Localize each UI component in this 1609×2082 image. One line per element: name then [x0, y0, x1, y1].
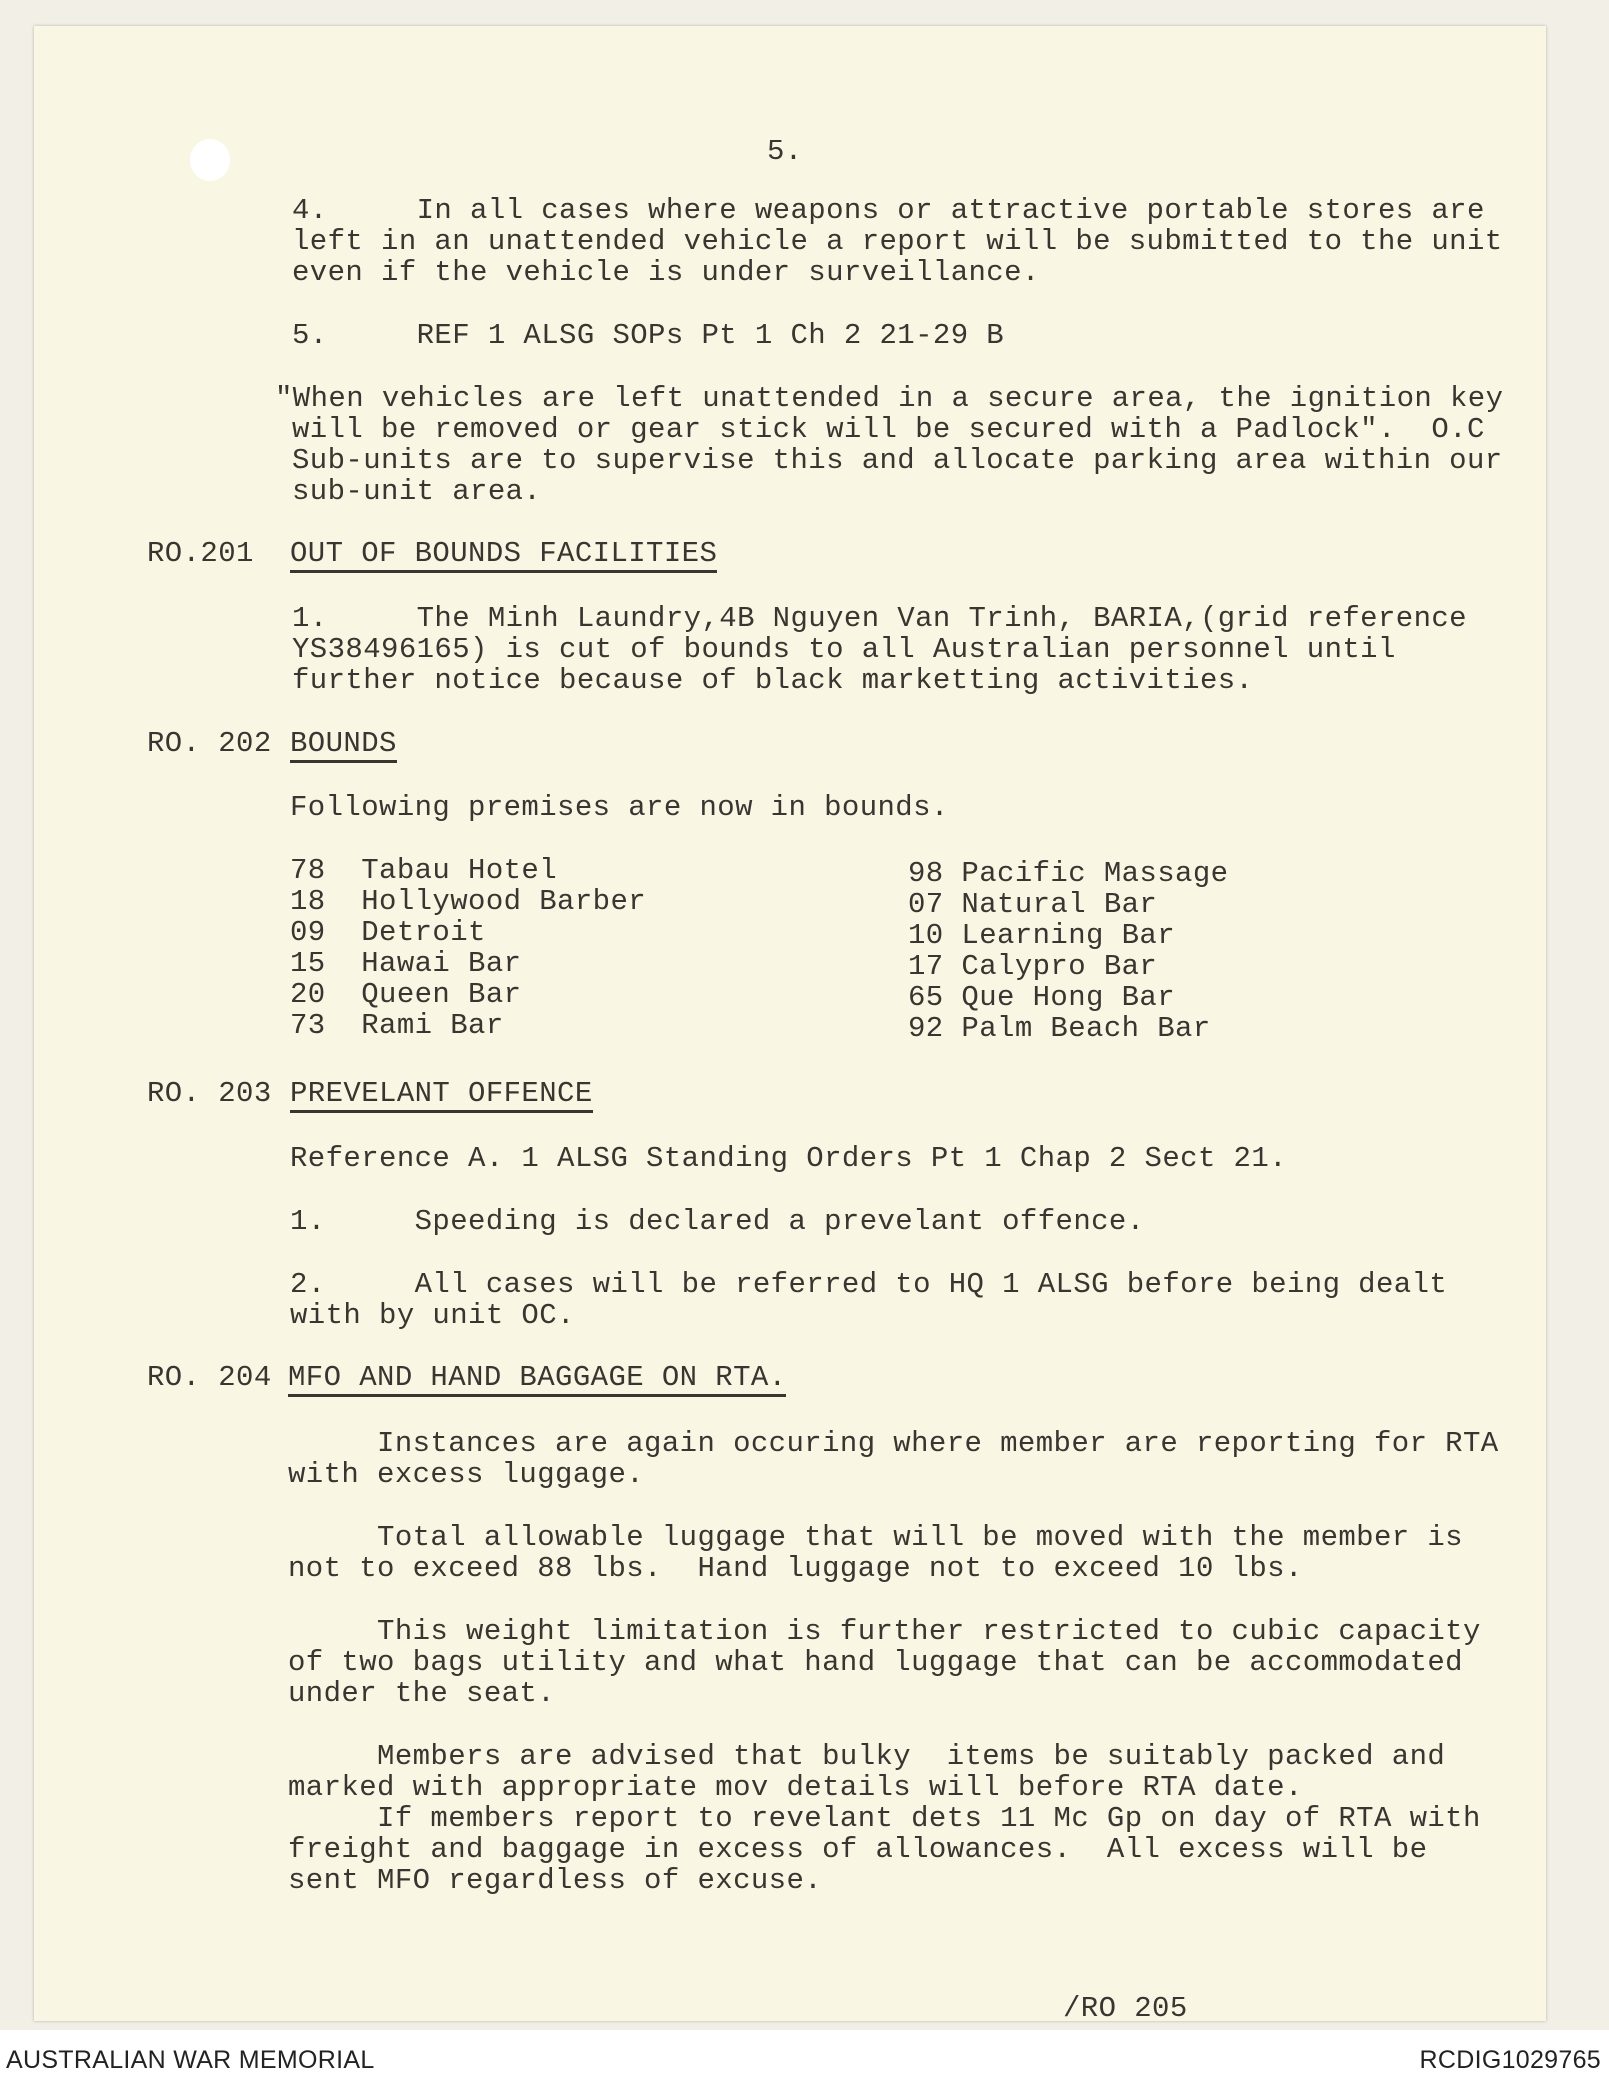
ro204-p1-line-2: with excess luggage.	[288, 1458, 645, 1491]
ro204-p3-line-3: under the seat.	[288, 1677, 556, 1710]
in-bounds-premises-left-3: 09 Detroit	[290, 916, 486, 949]
ro204-p4-line-1: Members are advised that bulky items be suitably packed and	[288, 1740, 1446, 1773]
ro203-heading: PREVELANT OFFENCE	[290, 1078, 593, 1113]
ro204-p2-line-1: Total allowable luggage that will be moved with the member is	[288, 1521, 1463, 1554]
in-bounds-premises-right-1: 98 Pacific Massage	[908, 857, 1229, 890]
quote-line-1: "When vehicles are left unattended in a secure area, the ignition key	[275, 382, 1504, 415]
ro204-p1-line-1: Instances are again occuring where member are reporting for RTA	[288, 1427, 1499, 1460]
in-bounds-premises-right-2: 07 Natural Bar	[908, 888, 1158, 921]
ro202-intro: Following premises are now in bounds.	[290, 791, 949, 824]
ro204-p4-line-4: freight and baggage in excess of allowances. All excess will be	[288, 1833, 1428, 1866]
ro204-p4-line-3: If members report to revelant dets 11 Mc Gp on day of RTA with	[288, 1802, 1481, 1835]
quote-line-3: Sub-units are to supervise this and allocate parking area within our	[292, 444, 1503, 477]
in-bounds-premises-left-4: 15 Hawai Bar	[290, 947, 522, 980]
ro203-number: RO. 203	[147, 1077, 272, 1110]
quote-line-4: sub-unit area.	[292, 475, 542, 508]
para4-line-3: even if the vehicle is under surveillance.	[292, 256, 1040, 289]
quote-line-2: will be removed or gear stick will be secured with a Padlock". O.C	[292, 413, 1485, 446]
in-bounds-premises-left-2: 18 Hollywood Barber	[290, 885, 647, 918]
ro201-number: RO.201	[147, 537, 254, 570]
in-bounds-premises-left-5: 20 Queen Bar	[290, 978, 522, 1011]
ro201-line-3: further notice because of black marketting activities.	[292, 664, 1254, 697]
ro203-item-2-line-2: with by unit OC.	[290, 1299, 575, 1332]
ro201-line-2: YS38496165) is cut of bounds to all Australian personnel until	[292, 633, 1396, 666]
ro203-reference: Reference A. 1 ALSG Standing Orders Pt 1 Chap 2 Sect 21.	[290, 1142, 1287, 1175]
footer-archive-name: AUSTRALIAN WAR MEMORIAL	[6, 2046, 375, 2074]
ro203-item-2-line-1: 2. All cases will be referred to HQ 1 ALSG before being dealt	[290, 1268, 1448, 1301]
ro204-p3-line-2: of two bags utility and what hand luggage that can be accommodated	[288, 1646, 1463, 1679]
in-bounds-premises-right-6: 92 Palm Beach Bar	[908, 1012, 1211, 1045]
ro204-p4-line-5: sent MFO regardless of excuse.	[288, 1864, 823, 1897]
para4-line-1: 4. In all cases where weapons or attractive portable stores are	[292, 194, 1485, 227]
page-number: 5.	[767, 135, 803, 168]
ro204-p2-line-2: not to exceed 88 lbs. Hand luggage not to exceed 10 lbs.	[288, 1552, 1303, 1585]
footer-record-id: RCDIG1029765	[1419, 2046, 1601, 2074]
ro201-heading: OUT OF BOUNDS FACILITIES	[290, 538, 717, 573]
ro204-p4-line-2: marked with appropriate mov details will before RTA date.	[288, 1771, 1303, 1804]
ro204-heading: MFO AND HAND BAGGAGE ON RTA.	[288, 1362, 786, 1397]
ro202-heading: BOUNDS	[290, 728, 397, 763]
ro203-item-1: 1. Speeding is declared a prevelant offence.	[290, 1205, 1145, 1238]
ro204-p3-line-1: This weight limitation is further restricted to cubic capacity	[288, 1615, 1481, 1648]
ro202-number: RO. 202	[147, 727, 272, 760]
in-bounds-premises-right-5: 65 Que Hong Bar	[908, 981, 1176, 1014]
in-bounds-premises-left-1: 78 Tabau Hotel	[290, 854, 558, 887]
ro204-number: RO. 204	[147, 1361, 272, 1394]
para4-line-2: left in an unattended vehicle a report will be submitted to the unit	[292, 225, 1503, 258]
punch-hole	[190, 139, 230, 181]
in-bounds-premises-left-6: 73 Rami Bar	[290, 1009, 504, 1042]
in-bounds-premises-right-3: 10 Learning Bar	[908, 919, 1176, 952]
in-bounds-premises-right-4: 17 Calypro Bar	[908, 950, 1158, 983]
continuation-text: /RO 205	[1063, 1992, 1188, 2025]
ro201-line-1: 1. The Minh Laundry,4B Nguyen Van Trinh, BARIA,(grid reference	[292, 602, 1467, 635]
para5-reference: 5. REF 1 ALSG SOPs Pt 1 Ch 2 21-29 B	[292, 319, 1005, 352]
continuation-marker	[1063, 1992, 1188, 2025]
